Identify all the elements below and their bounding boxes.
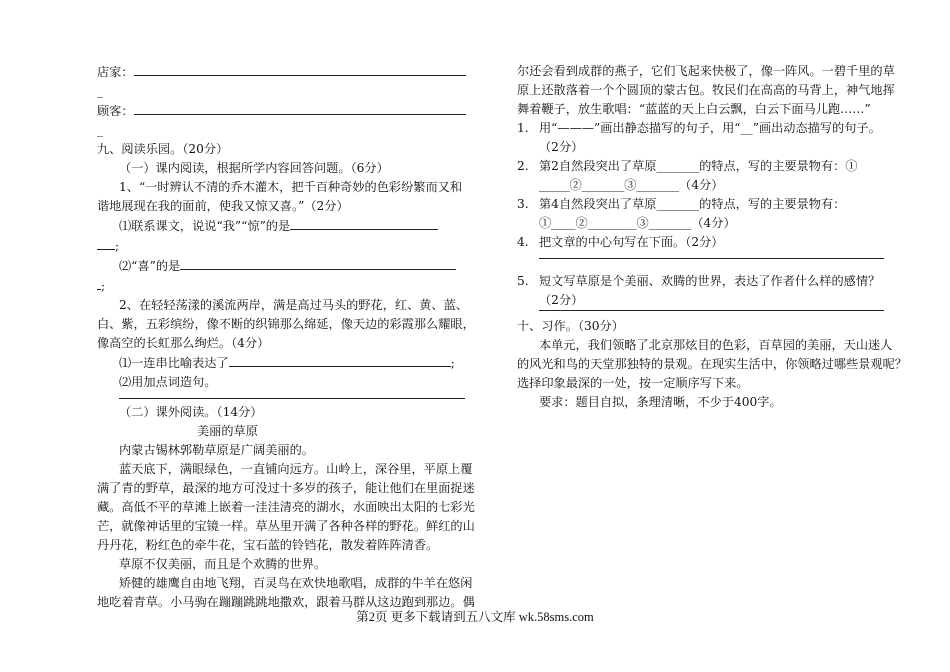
shop-answer-line bbox=[134, 62, 466, 76]
q1-b-answer-line bbox=[180, 256, 456, 270]
rq5-score: （2分） bbox=[539, 293, 584, 307]
q1-a-end: ; bbox=[115, 239, 120, 253]
section-9-title: 九、阅读乐园。（20分） bbox=[97, 142, 229, 156]
rq3-line-2: ①____②________③_______（4分） bbox=[539, 216, 736, 230]
shop-line bbox=[97, 62, 467, 82]
rq1-text: 用“———”画出静态描写的句子，用“__”画出动态描写的句子。 bbox=[539, 121, 881, 135]
q1-b bbox=[97, 256, 467, 276]
page-footer: 第2页 更多下载请到五八文库 wk.58sms.com bbox=[356, 610, 594, 624]
rq4-answer bbox=[517, 252, 892, 259]
rq1 bbox=[517, 119, 892, 138]
rq4 bbox=[517, 233, 892, 252]
part-2-title: （二）课外阅读。（14分） bbox=[119, 405, 263, 419]
passage-p2-l4: 芒，就像神话里的宝镜一样。草丛里开满了各种各样的野花。鲜红的山 bbox=[97, 519, 475, 533]
q2-a bbox=[97, 353, 467, 373]
q1-line-2: 谐地展现在我的面前，使我又惊又喜。”（2分） bbox=[97, 199, 349, 213]
section-10-title: 十、习作。（30分） bbox=[517, 319, 624, 333]
q1-b-text: ⑵“喜”的是 bbox=[119, 259, 181, 273]
rq4-answer-line bbox=[539, 252, 884, 259]
rq3 bbox=[517, 195, 892, 214]
q2-b-answer-line bbox=[119, 392, 465, 399]
passage-p2-l2: 满了青的野草，最深的地方可没过十多岁的孩子，能让他们在里面捉迷 bbox=[97, 481, 475, 495]
customer-line bbox=[97, 101, 467, 121]
essay-requirements: 要求：题目自拟，条理清晰，不少于400字。 bbox=[539, 395, 782, 409]
passage-p4-l5: 舞着鞭子，放生歌唱：“蓝蓝的天上白云飘，白云下面马儿跑……” bbox=[517, 102, 871, 116]
q2-line-3: 像高空的长虹那么绚烂。（4分） bbox=[97, 336, 270, 350]
q1-line-1: 1、“一时辨认不清的乔木灌木，把千百种奇妙的色彩纷繁而又和 bbox=[119, 180, 463, 194]
q2-line-2: 白、紫，五彩缤纷，像不断的织锦那么绵延，像天边的彩霞那么耀眼， bbox=[97, 317, 475, 331]
q1-b-end: ; bbox=[101, 279, 106, 293]
rq5-num: 5. bbox=[517, 274, 529, 288]
q2-b-answer bbox=[97, 392, 467, 399]
rq1-num: 1. bbox=[517, 121, 529, 135]
essay-l2: 的风光和鸟的天堂那独特的景观。在现实生活中，你领略过哪些景观呢？ bbox=[517, 357, 907, 371]
q1-a bbox=[97, 216, 467, 236]
rq3-line-1: 第4自然段突出了草原_______的特点，写的主要景物有： bbox=[539, 197, 846, 211]
passage-p4-l2: 地吃着青草。小马驹在蹦蹦跳跳地撒欢，跟着马群从这边跑到那边。偶 bbox=[97, 595, 475, 609]
q1-a-answer-line bbox=[290, 216, 438, 230]
passage-p4-l3: 尔还会看到成群的燕子，它们飞起来快极了，像一阵风。一碧千里的草 bbox=[517, 64, 895, 78]
rq2-line-1: 第2自然段突出了草原_______的特点，写的主要景物有：① bbox=[539, 159, 858, 173]
passage-p2-l5: 丹丹花，粉红色的牵牛花，宝石蓝的铃铛花，散发着阵阵清香。 bbox=[97, 538, 439, 552]
q1-a-answer-tail bbox=[97, 236, 115, 250]
passage-p4-l1: 矫健的雄鹰自由地飞翔，百灵鸟在欢快地歌唱，成群的牛羊在悠闲 bbox=[119, 576, 473, 590]
customer-answer-line bbox=[134, 101, 466, 115]
passage-p4-l4: 原上还散落着一个个圆顶的蒙古包。牧民们在高高的马背上，神气地挥 bbox=[517, 83, 895, 97]
essay-l1: 本单元，我们领略了北京那炫目的色彩，百草园的美丽，天山迷人 bbox=[539, 338, 893, 352]
passage-p3: 草原不仅美丽，而且是个欢腾的世界。 bbox=[119, 557, 327, 571]
rq2-num: 2. bbox=[517, 159, 529, 173]
rq2 bbox=[517, 157, 892, 176]
q2-line-1: 2、在轻轻荡漾的溪流两岸，满是高过马头的野花，红、黄、蓝、 bbox=[119, 298, 469, 312]
passage-p2-l3: 藏。高低不平的草滩上嵌着一洼洼清亮的湖水，水面映出太阳的七彩光 bbox=[97, 500, 475, 514]
passage-title: 美丽的草原 bbox=[197, 424, 258, 438]
rq1-score: （2分） bbox=[539, 140, 584, 154]
part-1-title: （一）课内阅读，根据所学内容回答问题。（6分） bbox=[119, 161, 389, 175]
q2-b: ⑵用加点词造句。 bbox=[119, 375, 217, 389]
rq5 bbox=[517, 272, 892, 291]
rq4-num: 4. bbox=[517, 235, 529, 249]
q2-a-end: ; bbox=[450, 356, 455, 370]
shop-label: 店家： bbox=[97, 65, 134, 79]
rq5-answer-line bbox=[539, 310, 884, 311]
essay-l3: 选择印象最深的一处，按一定顺序写下来。 bbox=[517, 376, 749, 390]
q1-a-cont bbox=[97, 236, 467, 256]
q2-a-answer-line bbox=[229, 353, 451, 367]
rq2-line-2: _____②_______③_______（4分） bbox=[539, 178, 724, 192]
left-column bbox=[97, 62, 475, 612]
rq5-answer bbox=[517, 310, 892, 311]
passage-p2-l1: 蓝天底下，满眼绿色，一直铺向远方。山岭上，深谷里，平原上覆 bbox=[119, 462, 473, 476]
customer-label: 顾客： bbox=[97, 104, 134, 118]
dash-1: _ bbox=[97, 84, 104, 98]
q2-a-text: ⑴一连串比喻表达了 bbox=[119, 356, 229, 370]
rq3-num: 3. bbox=[517, 197, 529, 211]
right-column bbox=[517, 62, 907, 412]
rq4-text: 把文章的中心句写在下面。（2分） bbox=[539, 235, 724, 249]
rq5-text: 短文写草原是个美丽、欢腾的世界，表达了作者什么样的感情？ bbox=[539, 274, 881, 288]
q1-b-cont bbox=[97, 276, 467, 296]
q1-a-text: ⑴联系课文，说说“我”“惊”的是 bbox=[119, 219, 291, 233]
dash-2: _ bbox=[97, 123, 104, 137]
passage-p1: 内蒙古锡林郭勒草原是广阔美丽的。 bbox=[119, 443, 314, 457]
